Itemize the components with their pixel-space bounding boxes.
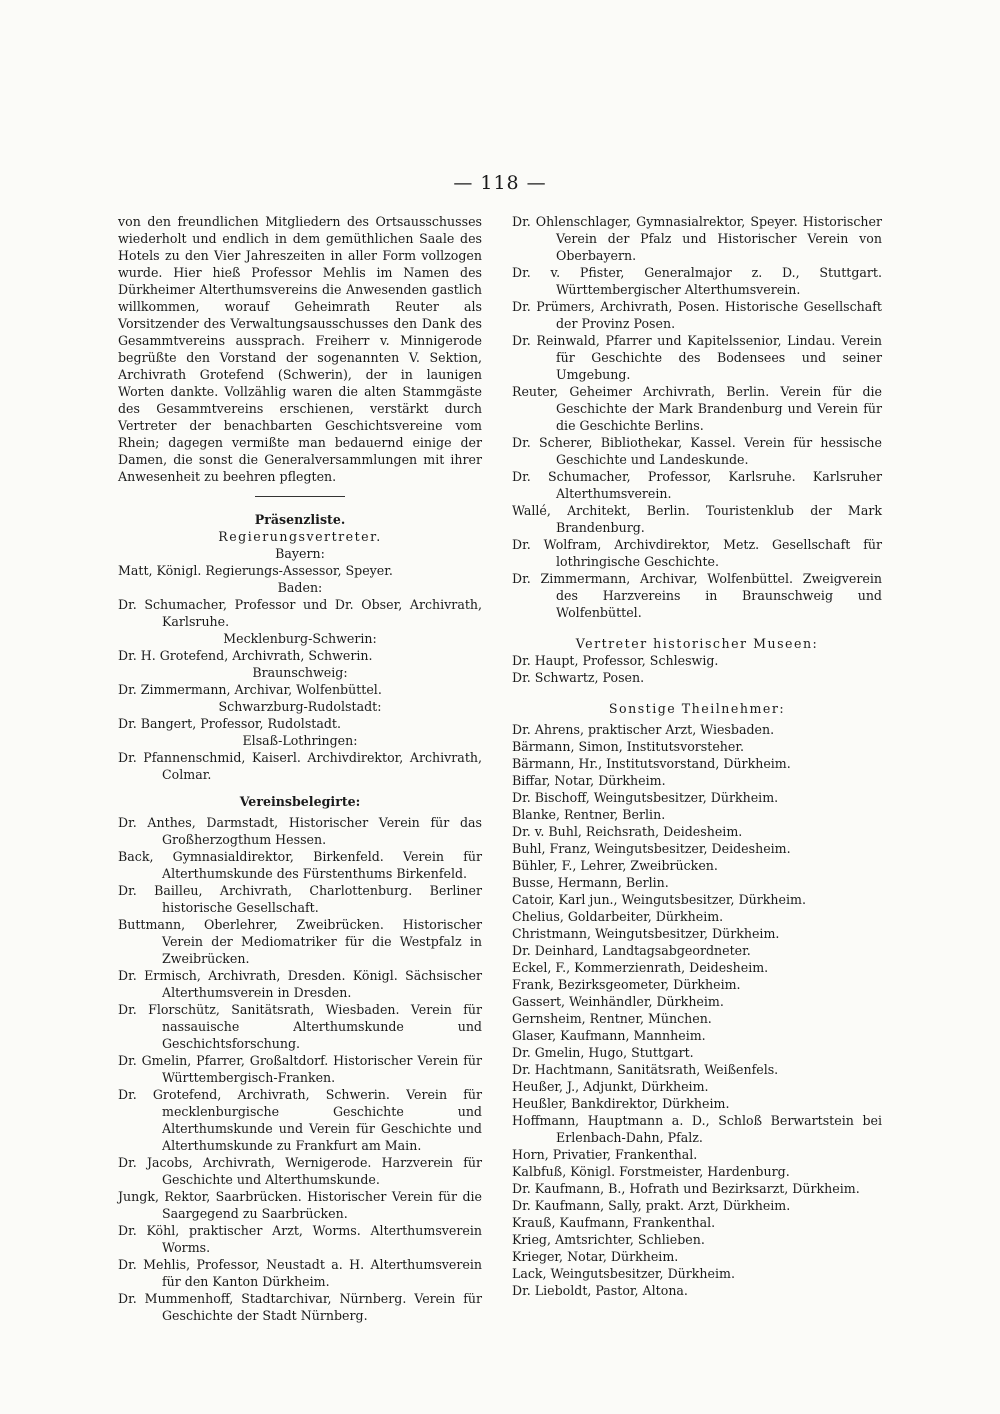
list-item: Dr. Gmelin, Hugo, Stuttgart. [512, 1045, 694, 1060]
list-item: Dr. Schumacher, Professor und Dr. Obser, Archivrath, Karlsruhe. [118, 597, 482, 629]
list-item: Jungk, Rektor, Saarbrücken. Historischer Verein für die Saargegend zu Saarbrücken. [118, 1189, 482, 1221]
list-item: Dr. Gmelin, Pfarrer, Großaltdorf. Historischer Verein für Württembergisch-Franken. [118, 1053, 482, 1085]
museen-heading: Vertreter historischer Museen: [575, 636, 819, 651]
list-item: Dr. Ahrens, praktischer Arzt, Wiesbaden. [512, 722, 775, 737]
list-item: Heußler, Bankdirektor, Dürkheim. [512, 1096, 730, 1111]
list-item: Dr. v. Buhl, Reichsrath, Deidesheim. [512, 824, 743, 839]
list-item: Dr. Haupt, Professor, Schleswig. [512, 653, 719, 668]
list-item: Dr. Kaufmann, Sally, prakt. Arzt, Dürkheim. [512, 1198, 791, 1213]
list-item: Bärmann, Simon, Institutsvorsteher. [512, 739, 744, 754]
list-item: Dr. Schwartz, Posen. [512, 670, 645, 685]
page-number: — 118 — [453, 172, 547, 194]
list-item: Horn, Privatier, Frankenthal. [512, 1147, 698, 1162]
list-item: Dr. v. Pfister, Generalmajor z. D., Stuttgart. Württembergischer Alterthumsverein. [512, 265, 882, 297]
regierungsvertreter-heading: Regierungsvertreter. [218, 529, 382, 544]
list-item: Dr. Mummenhoff, Stadtarchivar, Nürnberg. Verein für Geschichte der Stadt Nürnberg. [118, 1291, 482, 1323]
list-item: Gassert, Weinhändler, Dürkheim. [512, 994, 724, 1009]
list-item: Biffar, Notar, Dürkheim. [512, 773, 666, 788]
list-item: Dr. Reinwald, Pfarrer und Kapitelssenior, Lindau. Verein für Geschichte des Bodensees und seiner Umgebung. [512, 333, 882, 382]
list-item: Dr. Zimmermann, Archivar, Wolfenbüttel. [118, 682, 382, 697]
list-item: Blanke, Rentner, Berlin. [512, 807, 666, 822]
list-item: Hoffmann, Hauptmann a. D., Schloß Berwartstein bei Erlenbach-Dahn, Pfalz. [512, 1113, 882, 1145]
list-item: Krieger, Notar, Dürkheim. [512, 1249, 679, 1264]
state-heading: Baden: [277, 580, 323, 595]
state-heading: Elsaß-Lothringen: [242, 733, 358, 748]
list-item: Wallé, Architekt, Berlin. Touristenklub der Mark Brandenburg. [512, 503, 882, 535]
list-item: Frank, Bezirksgeometer, Dürkheim. [512, 977, 741, 992]
list-item: Dr. Wolfram, Archivdirektor, Metz. Gesellschaft für lothringische Geschichte. [512, 537, 882, 569]
list-item: Dr. Hachtmann, Sanitätsrath, Weißenfels. [512, 1062, 779, 1077]
praesenzliste-heading: Präsenzliste. [254, 512, 346, 527]
list-item: Buhl, Franz, Weingutsbesitzer, Deidesheim. [512, 841, 791, 856]
intro-paragraph: von den freundlichen Mitgliedern des Ortsausschusses wiederholt und endlich in dem gemüthlichen Saale des Hotels zu den Vier Jahreszeiten in aller Form vollzogen wurde. Hier hieß Professor Mehlis im Namen des Dürkheimer Alterthumsvereins die Anwesenden gastlich willkommen, worauf Geheimrath Reuter als Vorsitzender des Verwaltungsausschusses den Dank des Gesammtvereins aussprach. Freiherr v. Minnigerode begrüßte den Vorstand der sogenannten V. Sektion, Archivrath Grotefend (Schwerin), der in launigen Worten dankte. Vollzählig waren die alten Stammgäste des Gesammtvereins erschienen, verstärkt durch Vertreter der benachbarten Geschichtsvereine vom Rhein; dagegen vermißte man bedauernd einige der Damen, die sonst die Generalversammlungen mit ihrer Anwesenheit zu beehren pflegten. [118, 214, 482, 484]
list-item: Dr. Lieboldt, Pastor, Altona. [512, 1283, 688, 1298]
state-heading: Bayern: [275, 546, 325, 561]
list-item: Bärmann, Hr., Institutsvorstand, Dürkheim. [512, 756, 791, 771]
list-item: Dr. Anthes, Darmstadt, Historischer Verein für das Großherzogthum Hessen. [118, 815, 482, 847]
list-item: Dr. Kaufmann, B., Hofrath und Bezirksarzt, Dürkheim. [512, 1181, 860, 1196]
state-heading: Braunschweig: [252, 665, 348, 680]
list-item: Dr. Bangert, Professor, Rudolstadt. [118, 716, 341, 731]
list-item: Dr. Florschütz, Sanitätsrath, Wiesbaden. Verein für nassauische Alterthumskunde und Geschichtsforschung. [118, 1002, 482, 1051]
list-item: Matt, Königl. Regierungs-Assessor, Speyer. [118, 563, 393, 578]
sonstige-heading: Sonstige Theilnehmer: [608, 701, 786, 716]
list-item: Bühler, F., Lehrer, Zweibrücken. [512, 858, 718, 873]
right-column [512, 213, 882, 1299]
list-item: Glaser, Kaufmann, Mannheim. [512, 1028, 706, 1043]
state-heading: Schwarzburg-Rudolstadt: [218, 699, 382, 714]
list-item: Dr. Köhl, praktischer Arzt, Worms. Alterthumsverein Worms. [118, 1223, 482, 1255]
list-item: Busse, Hermann, Berlin. [512, 875, 669, 890]
list-item: Dr. Prümers, Archivrath, Posen. Historische Gesellschaft der Provinz Posen. [512, 299, 882, 331]
list-item: Dr. Grotefend, Archivrath, Schwerin. Verein für mecklenburgische Geschichte und Alterthumskunde und Verein für Geschichte und Alterthumskunde zu Frankfurt am Main. [118, 1087, 482, 1153]
list-item: Dr. Scherer, Bibliothekar, Kassel. Verein für hessische Geschichte und Landeskunde. [512, 435, 882, 467]
list-item: Catoir, Karl jun., Weingutsbesitzer, Dürkheim. [512, 892, 806, 907]
section-divider [255, 496, 345, 497]
vereinsbelegirte-heading: Vereinsbelegirte: [239, 794, 361, 809]
list-item: Reuter, Geheimer Archivrath, Berlin. Verein für die Geschichte der Mark Brandenburg und Verein für die Geschichte Berlins. [512, 384, 882, 433]
list-item: Dr. Ermisch, Archivrath, Dresden. Königl. Sächsischer Alterthumsverein in Dresden. [118, 968, 482, 1000]
list-item: Dr. Bailleu, Archivrath, Charlottenburg. Berliner historische Gesellschaft. [118, 883, 482, 915]
list-item: Kalbfuß, Königl. Forstmeister, Hardenburg. [512, 1164, 790, 1179]
list-item: Dr. Jacobs, Archivrath, Wernigerode. Harzverein für Geschichte und Alterthumskunde. [118, 1155, 482, 1187]
list-item: Dr. Ohlenschlager, Gymnasialrektor, Speyer. Historischer Verein der Pfalz und Historischer Verein von Oberbayern. [512, 214, 882, 263]
list-item: Dr. Schumacher, Professor, Karlsruhe. Karlsruher Alterthumsverein. [512, 469, 882, 501]
list-item: Chelius, Goldarbeiter, Dürkheim. [512, 909, 724, 924]
list-item: Dr. Bischoff, Weingutsbesitzer, Dürkheim. [512, 790, 779, 805]
list-item: Lack, Weingutsbesitzer, Dürkheim. [512, 1266, 735, 1281]
list-item: Dr. Mehlis, Professor, Neustadt a. H. Alterthumsverein für den Kanton Dürkheim. [118, 1257, 482, 1289]
list-item: Dr. Deinhard, Landtagsabgeordneter. [512, 943, 751, 958]
list-item: Eckel, F., Kommerzienrath, Deidesheim. [512, 960, 769, 975]
list-item: Dr. Pfannenschmid, Kaiserl. Archivdirektor, Archivrath, Colmar. [118, 750, 482, 782]
list-item: Krauß, Kaufmann, Frankenthal. [512, 1215, 716, 1230]
left-column [118, 213, 482, 1324]
list-item: Dr. H. Grotefend, Archivrath, Schwerin. [118, 648, 373, 663]
list-item: Krieg, Amtsrichter, Schlieben. [512, 1232, 705, 1247]
list-item: Gernsheim, Rentner, München. [512, 1011, 712, 1026]
list-item: Dr. Zimmermann, Archivar, Wolfenbüttel. Zweigverein des Harzvereins in Braunschweig und Wolfenbüttel. [512, 571, 882, 620]
list-item: Buttmann, Oberlehrer, Zweibrücken. Historischer Verein der Mediomatriker für die Westpfalz in Zweibrücken. [118, 917, 482, 966]
list-item: Heußer, J., Adjunkt, Dürkheim. [512, 1079, 709, 1094]
list-item: Back, Gymnasialdirektor, Birkenfeld. Verein für Alterthumskunde des Fürstenthums Birkenfeld. [118, 849, 482, 881]
list-item: Christmann, Weingutsbesitzer, Dürkheim. [512, 926, 780, 941]
state-heading: Mecklenburg-Schwerin: [223, 631, 377, 646]
